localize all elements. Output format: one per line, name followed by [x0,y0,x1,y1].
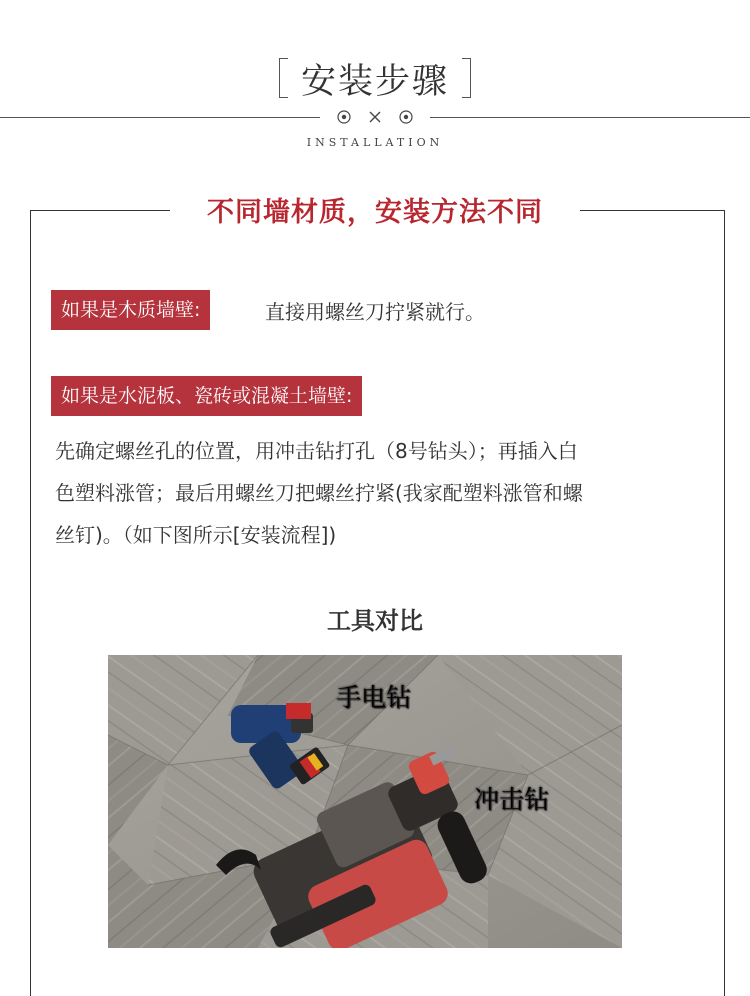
left-bracket [279,58,288,98]
paragraph-line: 色塑料涨管；最后用螺丝刀把螺丝拧紧(我家配塑料涨管和螺 [55,481,583,505]
right-bracket [462,58,471,98]
header-divider-left [0,117,320,118]
page-title-box [279,52,471,106]
paragraph-line: 先确定螺丝孔的位置，用冲击钻打孔（8号钻头）；再插入白 [55,439,578,463]
concrete-wall-text [55,430,705,556]
tools-photo [108,655,622,948]
wood-wall-text: 直接用螺丝刀拧紧就行。 [265,300,485,324]
paragraph-line: 丝钉)。（如下图所示[安装流程]) [55,523,337,547]
tools-photo-image [108,655,622,948]
page-title: 安装步骤 [300,62,449,102]
wood-wall-label: 如果是木质墙壁: [51,290,210,330]
tools-title: 工具对比 [327,607,423,635]
page-subtitle: INSTALLATION [306,136,444,149]
hand-drill-label: 手电钻 [336,683,412,712]
section-heading: 不同墙材质，安装方法不同 [207,197,543,228]
ornament-circle-icon [337,110,351,124]
concrete-wall-label: 如果是水泥板、瓷砖或混凝土墙壁: [51,376,362,416]
impact-drill-label: 冲击钻 [474,785,550,814]
header-divider-right [430,117,750,118]
ornament-circle-icon [399,110,413,124]
header [0,52,750,106]
ornament-cross-icon [368,110,382,124]
